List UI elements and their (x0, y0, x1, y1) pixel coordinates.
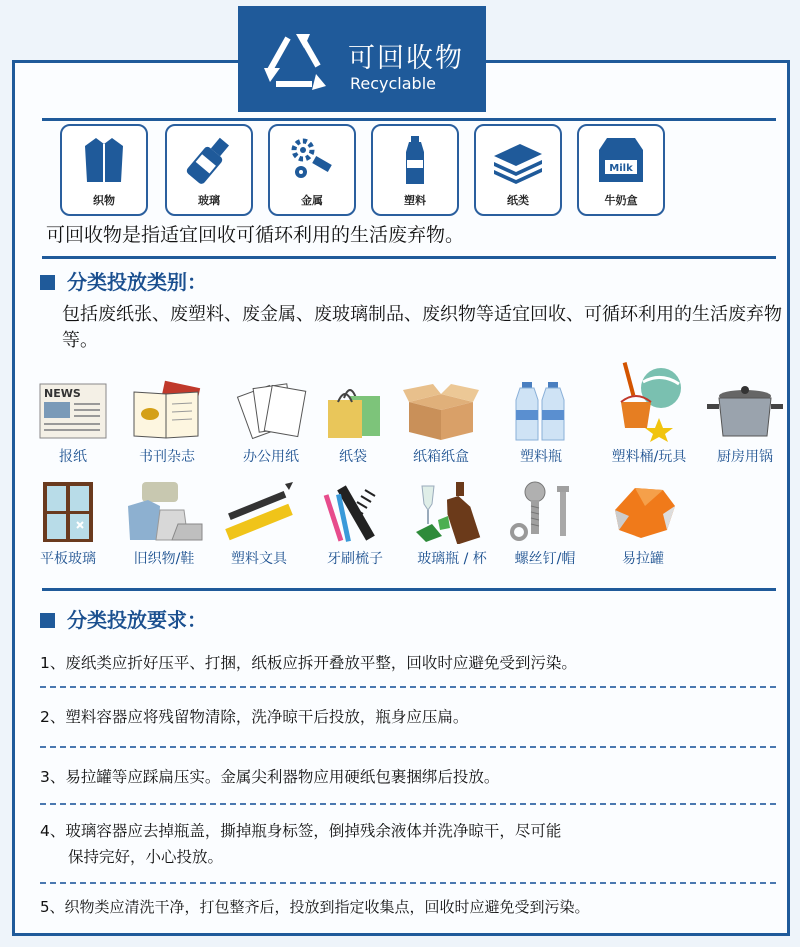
item-books (122, 378, 212, 466)
item-office-paper (226, 378, 316, 466)
item-old-clothes (118, 480, 210, 568)
item-label: 易拉罐 (622, 551, 664, 567)
title-en: Recyclable (350, 74, 436, 93)
item-label: 螺丝钉/帽 (514, 551, 576, 567)
office-paper-icon (234, 380, 308, 442)
item-paper-bag (308, 378, 398, 466)
dashed-divider (40, 746, 776, 748)
category-label: 牛奶盒 (604, 194, 638, 207)
requirement-item: 2、塑料容器应将残留物清除，洗净晾干后投放，瓶身应压扁。 (40, 708, 469, 726)
category-paper (474, 124, 562, 216)
item-label: 平板玻璃 (40, 551, 96, 567)
glass-bottle-cup-icon (412, 480, 492, 544)
item-toy-bucket (604, 358, 694, 466)
newspaper-icon (36, 380, 110, 442)
item-screws (500, 480, 590, 568)
requirement-item: 3、易拉罐等应踩扁压实。金属尖利器物应用硬纸包裹捆绑后投放。 (40, 768, 500, 786)
cooking-pot-icon (705, 380, 785, 442)
newspaper-headline: NEWS (44, 387, 81, 400)
coat-icon (79, 134, 129, 186)
plastic-bottle-icon (390, 134, 440, 186)
item-label: 纸箱纸盒 (413, 449, 469, 465)
category-textile (60, 124, 148, 216)
category-milk-carton (577, 124, 665, 216)
recycle-icon (260, 30, 330, 92)
bullet-square (40, 613, 55, 628)
header-banner (238, 6, 486, 112)
item-label: 玻璃瓶 / 杯 (417, 551, 487, 567)
section-title-requirements: 分类投放要求： (40, 604, 207, 633)
item-plastic-bottles (496, 378, 586, 466)
item-label: 塑料瓶 (520, 449, 562, 465)
pen-ruler-icon (219, 480, 299, 544)
intro-text: 可回收物是指适宜回收可循环利用的生活废弃物。 (46, 224, 465, 246)
item-label: 纸袋 (339, 449, 367, 465)
item-window-glass (18, 480, 118, 568)
milk-carton-icon (593, 134, 649, 186)
item-label: 塑料文具 (231, 551, 287, 567)
glass-bottle-icon (184, 134, 234, 186)
requirement-item: 1、废纸类应折好压平、打捆，纸板应拆开叠放平整，回收时应避免受到污染。 (40, 654, 577, 672)
window-glass-icon (33, 480, 103, 544)
water-bottles-icon (504, 380, 578, 442)
section-title-categories: 分类投放类别： (40, 266, 207, 295)
category-plastic (371, 124, 459, 216)
item-cooking-pot (700, 378, 790, 466)
paper-bag-icon (316, 380, 390, 442)
requirement-item-continued: 保持完好，小心投放。 (68, 848, 224, 866)
item-newspaper (28, 378, 118, 466)
milk-box-text: Milk (609, 163, 633, 174)
divider (42, 118, 776, 121)
divider (42, 588, 776, 591)
category-label: 金属 (301, 194, 323, 207)
item-toothbrush-comb (310, 480, 400, 568)
category-label: 织物 (93, 194, 115, 207)
category-metal (268, 124, 356, 216)
item-label: 旧织物/鞋 (133, 551, 195, 567)
clothes-shoes-icon (122, 480, 206, 544)
category-glass (165, 124, 253, 216)
cardboard-box-icon (401, 380, 481, 442)
category-label: 塑料 (404, 194, 426, 207)
title-cn: 可回收物 (348, 43, 464, 74)
item-label: 厨房用锅 (717, 449, 773, 465)
requirement-item: 4、玻璃容器应去掉瓶盖，撕掉瓶身标签，倒掉残余液体并洗净晾干，尽可能 (40, 822, 562, 840)
dashed-divider (40, 803, 776, 805)
item-cardboard-box (396, 378, 486, 466)
screws-icon (505, 480, 585, 544)
toothbrush-comb-icon (315, 480, 395, 544)
metal-parts-icon (287, 134, 337, 186)
category-label: 玻璃 (198, 194, 220, 207)
item-label: 办公用纸 (243, 449, 299, 465)
item-plastic-stationery (214, 480, 304, 568)
item-label: 报纸 (59, 449, 87, 465)
divider (42, 256, 776, 259)
crushed-can-icon (605, 480, 681, 544)
dashed-divider (40, 686, 776, 688)
bullet-square (40, 275, 55, 290)
item-crushed-can (598, 480, 688, 568)
book-icon (130, 380, 204, 442)
item-glass-bottle-cup (404, 480, 500, 568)
requirement-item: 5、织物类应清洗干净，打包整齐后，投放到指定收集点，回收时应避免受到污染。 (40, 898, 590, 916)
item-label: 塑料桶/玩具 (611, 449, 687, 465)
category-label: 纸类 (507, 194, 529, 207)
item-label: 牙刷梳子 (327, 551, 383, 567)
toy-bucket-icon (611, 362, 687, 442)
dashed-divider (40, 882, 776, 884)
paper-stack-icon (490, 134, 546, 186)
category-description: 包括废纸张、废塑料、废金属、废玻璃制品、废织物等适宜回收、可循环利用的生活废弃物等。 (62, 304, 782, 351)
item-label: 书刊杂志 (139, 449, 195, 465)
